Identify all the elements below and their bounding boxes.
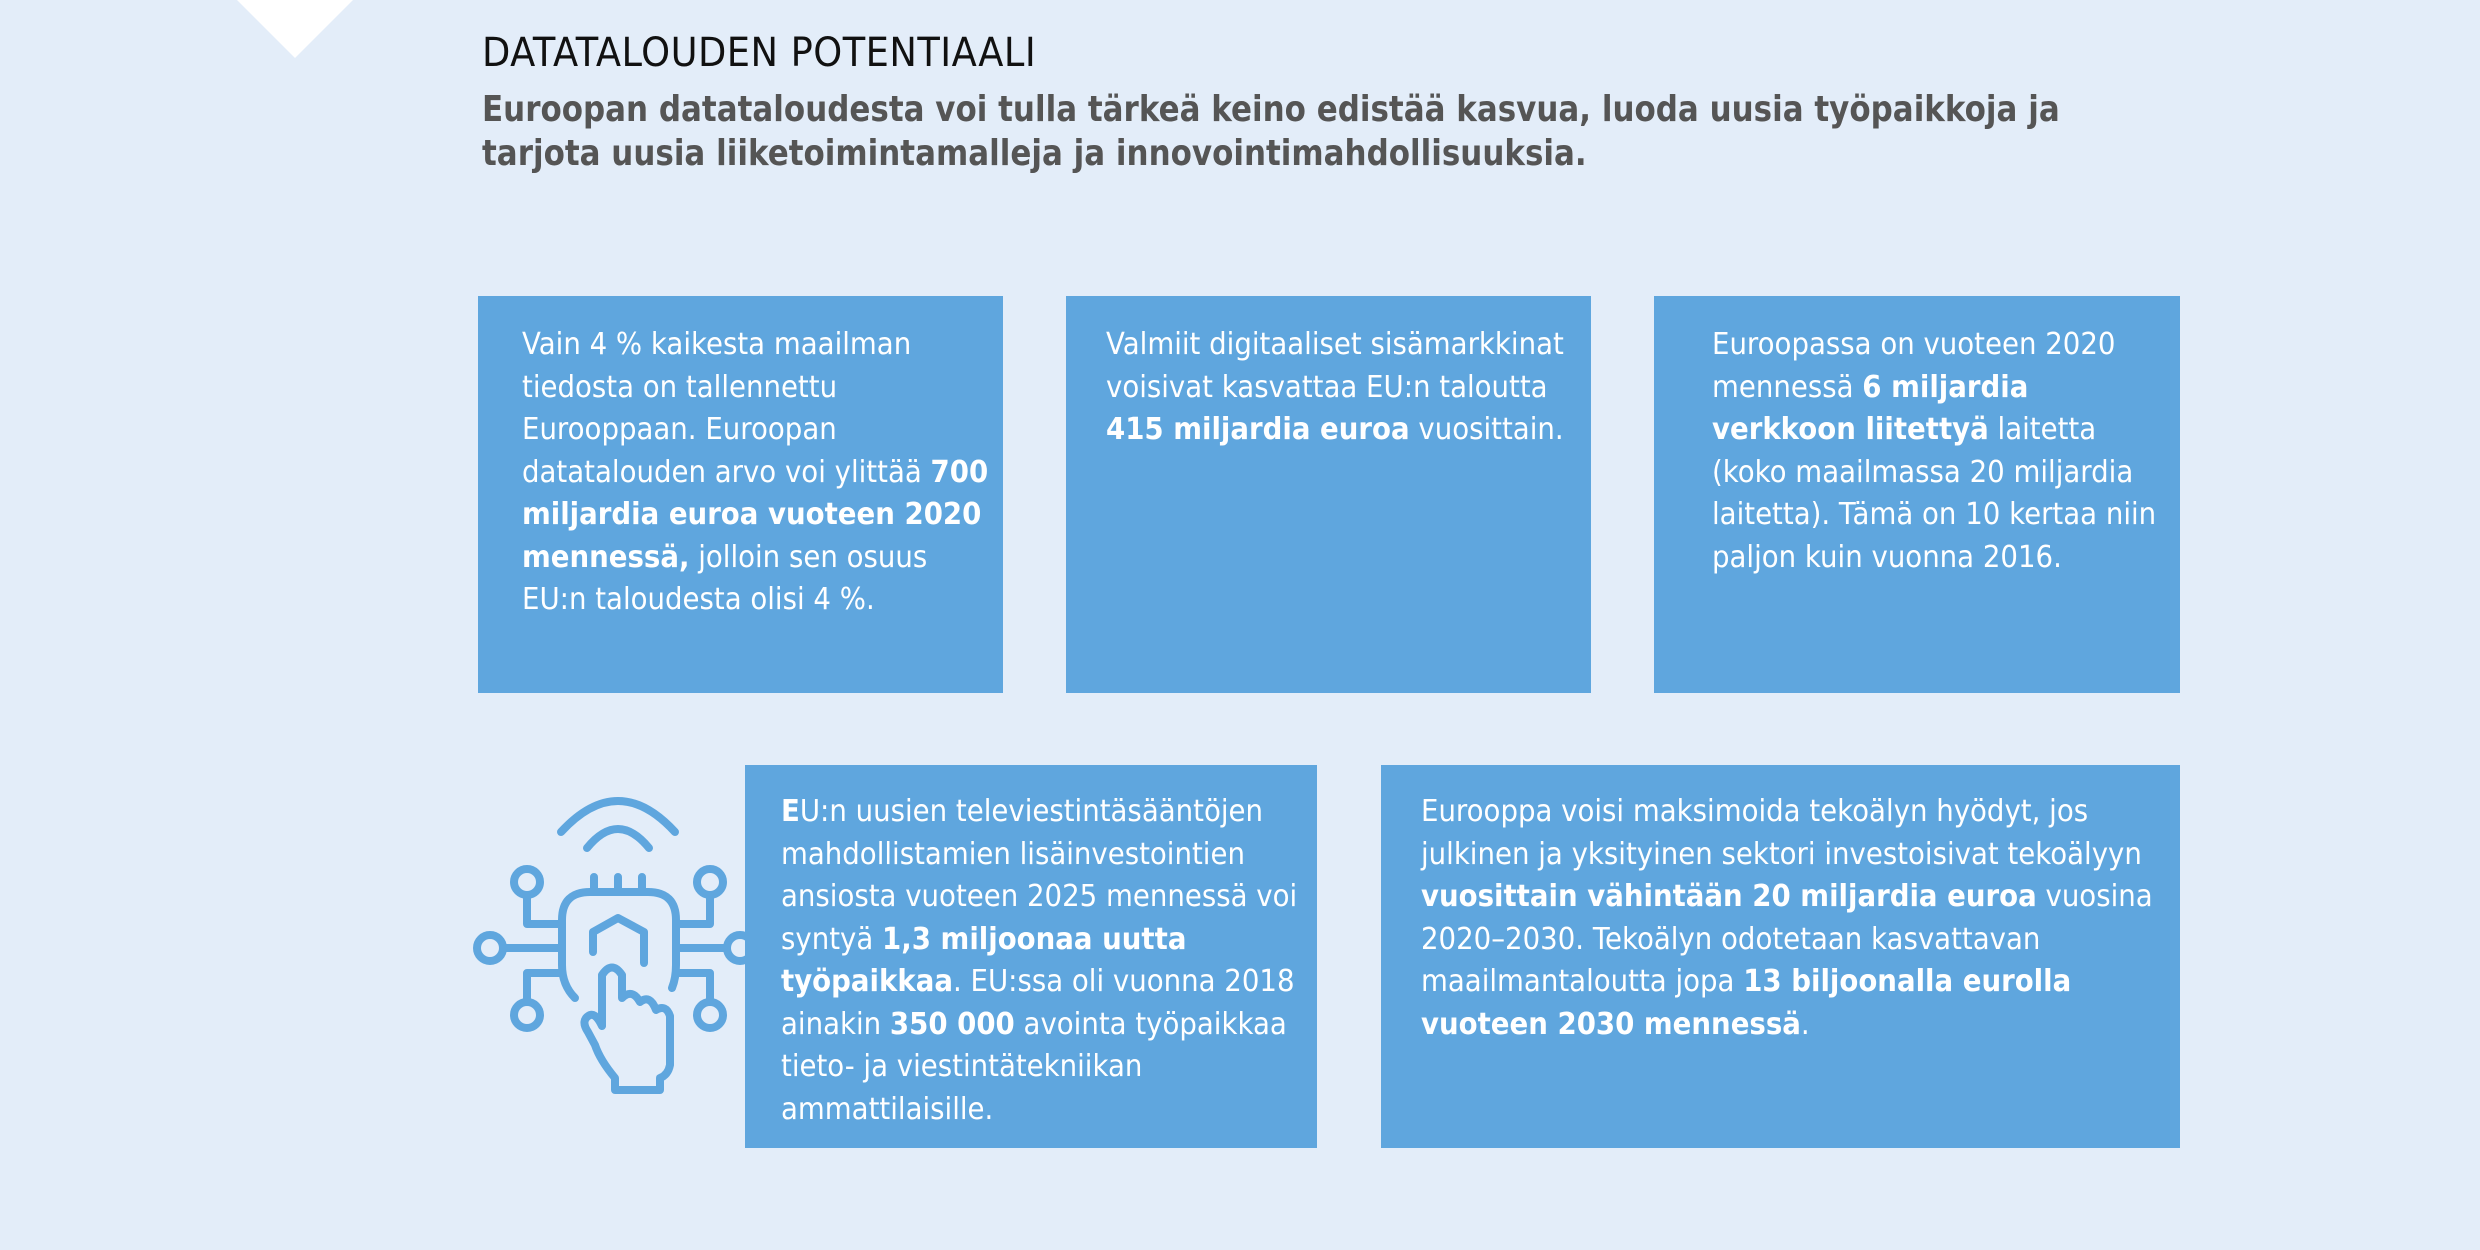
body-text: Eurooppa voisi maksimoida tekoälyn hyödyt, jos julkinen ja yksityinen sektori investoisivat tekoälyyn bbox=[1421, 794, 2142, 872]
page-title: DATATALOUDEN POTENTIAALI bbox=[482, 30, 1037, 76]
highlight-text: E bbox=[781, 794, 800, 829]
body-text: Euroopassa on vuoteen 2020 mennessä bbox=[1712, 327, 2116, 405]
digital-touch-chip-icon bbox=[440, 760, 780, 1120]
highlight-text: 1,3 miljoonaa uutta työpaikkaa bbox=[781, 921, 1187, 999]
fact-box-ai-investment bbox=[1381, 765, 2180, 1148]
fact-box-connected-devices bbox=[1654, 296, 2180, 693]
body-text: avointa työpaikkaa tieto- ja viestintätekniikan ammattilaisille. bbox=[781, 1006, 1287, 1127]
body-text: Vain 4 % kaikesta maailman tiedosta on tallennettu Eurooppaan. Euroopan datatalouden arvo voi ylittää bbox=[522, 327, 931, 490]
body-text: jolloin sen osuus EU:n taloudesta olisi 4 %. bbox=[522, 539, 928, 617]
fact-box-data-storage bbox=[478, 296, 1003, 693]
body-text: Valmiit digitaaliset sisämarkkinat voisivat kasvattaa EU:n taloutta bbox=[1106, 327, 1564, 405]
fact-box-telecom-jobs bbox=[745, 765, 1317, 1148]
fact-box-digital-single-market bbox=[1066, 296, 1591, 693]
decorative-triangle bbox=[237, 0, 353, 58]
body-text: vuosittain. bbox=[1409, 412, 1564, 447]
body-text: . bbox=[1800, 1006, 1810, 1042]
body-text: laitetta (koko maailmassa 20 miljardia laitetta). Tämä on 10 kertaa niin paljon kuin vuonna 2016. bbox=[1712, 412, 2157, 575]
highlight-text: 13 biljoonalla eurolla vuoteen 2030 mennessä bbox=[1421, 964, 2072, 1042]
body-text: vuosina 2020–2030. Tekoälyn odotetaan kasvattavan maailmantaloutta jopa bbox=[1421, 879, 2153, 999]
subtitle-line-2: tarjota uusia liiketoimintamalleja ja innovointimahdollisuuksia. bbox=[482, 133, 1587, 174]
body-text: . EU:ssa oli vuonna 2018 ainakin bbox=[781, 964, 1295, 1042]
highlight-text: 350 000 bbox=[889, 1006, 1015, 1042]
body-text: U:n uusien televiestintäsääntöjen mahdollistamien lisäinvestointien ansiosta vuoteen 2025 mennessä voi syntyä bbox=[781, 794, 1298, 957]
highlight-text: 6 miljardia verkkoon liitettyä bbox=[1712, 369, 2029, 447]
highlight-text: 700 miljardia euroa vuoteen 2020 mennessä, bbox=[522, 454, 989, 575]
highlight-text: 415 miljardia euroa bbox=[1106, 412, 1410, 447]
subtitle-line-1: Euroopan datataloudesta voi tulla tärkeä keino edistää kasvua, luoda uusia työpaikkoja ja bbox=[482, 89, 2060, 130]
highlight-text: vuosittain vähintään 20 miljardia euroa bbox=[1421, 879, 2037, 914]
page-subtitle bbox=[482, 88, 2060, 176]
